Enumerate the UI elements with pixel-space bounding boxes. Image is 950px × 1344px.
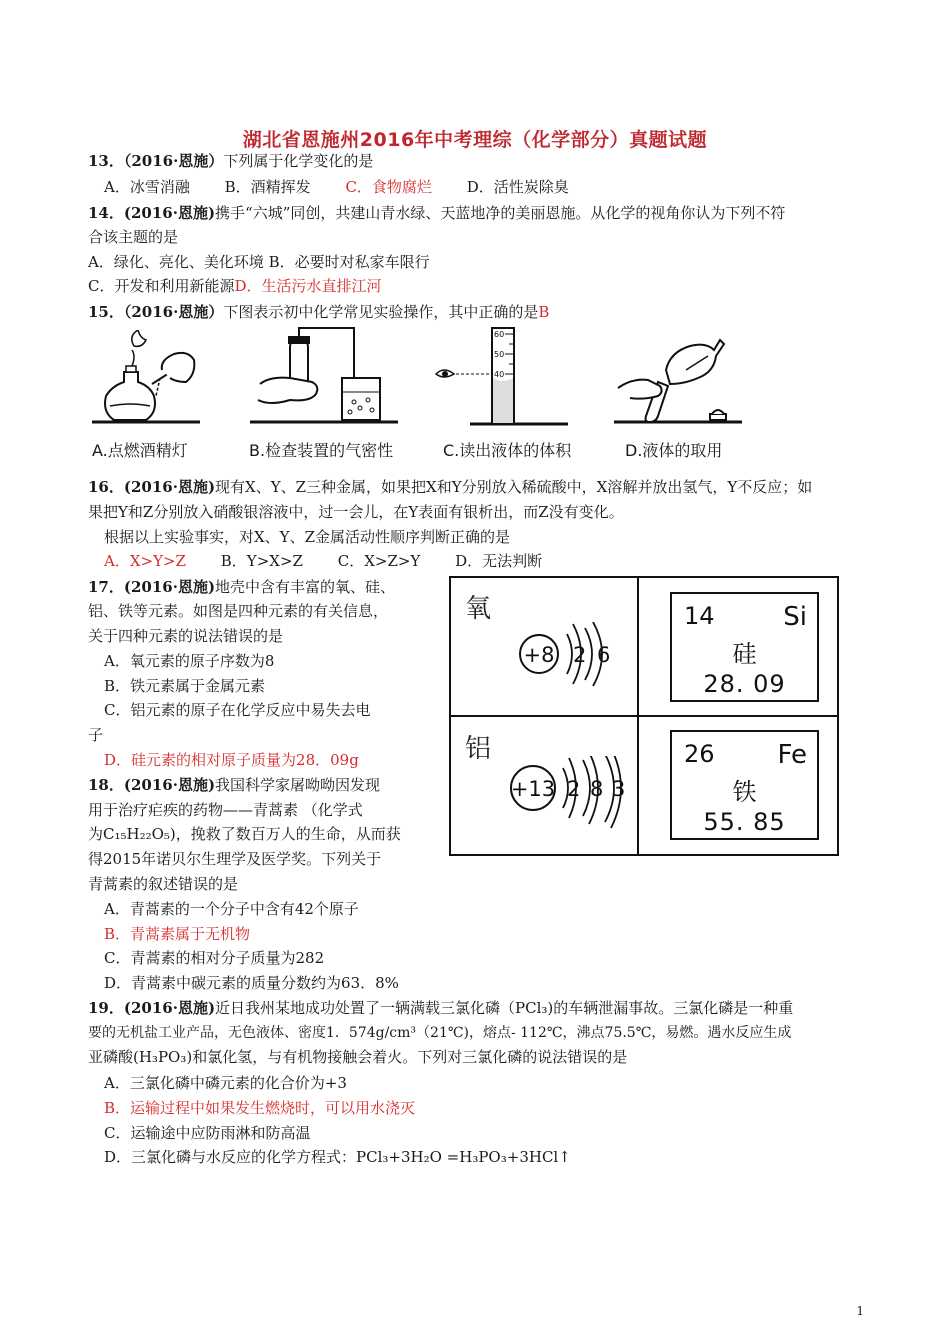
- q13-option-d: D．活性炭除臭: [466, 178, 569, 196]
- q17-text1: 地壳中含有丰富的氧、硅、: [215, 578, 396, 596]
- q13-option-b: B．酒精挥发: [224, 178, 311, 196]
- element-info-figure: [449, 576, 839, 856]
- q15-stem: [88, 302, 549, 322]
- liquid-transfer-figure: [614, 330, 744, 430]
- q15-caption-d: D.液体的取用: [625, 441, 723, 460]
- q19-stem-line2: 要的无机盐工业产品，无色液体、密度1．574g/cm³（21℃)，熔点- 112℃，沸点75.5℃，易燃。遇水反应生成: [88, 1025, 792, 1041]
- q17-stem-line2: 铝、铁等元素。如图是四种元素的有关信息，: [88, 602, 389, 620]
- oxygen-nucleus: +8: [523, 643, 555, 667]
- q17-option-d: D．硅元素的相对原子质量为28．09g: [104, 751, 359, 769]
- oxygen-shell-2: 6: [597, 643, 611, 667]
- table-divider-v: [637, 578, 639, 854]
- aluminum-label: 铝: [465, 734, 492, 764]
- q14-stem-line1: [88, 203, 785, 223]
- q17-option-c-cont: 子: [88, 726, 104, 744]
- q15-head: 15．（2016·恩施）: [88, 303, 224, 321]
- q18-stem-line3: 为C₁₅H₂₂O₅)，挽救了数百万人的生命，从而获: [88, 825, 401, 843]
- q17-head: 17．(2016·恩施): [88, 578, 216, 596]
- q15-caption-c: C.读出液体的体积: [443, 441, 572, 460]
- q19-option-a: A．三氯化磷中磷元素的化合价为+3: [104, 1074, 347, 1092]
- q19-option-b: B．运输过程中如果发生燃烧时，可以用水浇灭: [104, 1099, 416, 1117]
- q13-options: [104, 177, 569, 197]
- iron-cell: [670, 730, 819, 840]
- q19-option-c: C．运输途中应防雨淋和防高温: [104, 1124, 311, 1142]
- q18-text1: 我国科学家屠呦呦因发现: [215, 776, 381, 794]
- q16-option-c: C．X>Z>Y: [337, 552, 421, 570]
- q13-option-a: A．冰雪消融: [104, 178, 190, 196]
- iron-mass: 55. 85: [703, 808, 786, 836]
- q15-caption-a: A.点燃酒精灯: [92, 441, 188, 460]
- q14-option-d: D．生活污水直排江河: [234, 277, 382, 295]
- q13-head: 13．（2016·恩施）: [88, 152, 224, 170]
- oxygen-atom-diagram: [515, 622, 635, 704]
- silicon-symbol: Si: [783, 602, 807, 632]
- q19-option-d: D．三氯化磷与水反应的化学方程式：PCl₃+3H₂O =H₃PO₃+3HCl↑: [104, 1148, 571, 1166]
- q14-text1: 携手“六城”同创，共建山青水绿、天蓝地净的美丽恩施。从化学的视角你认为下列不符: [215, 204, 786, 222]
- q18-head: 18．(2016·恩施): [88, 776, 216, 794]
- aluminum-shell-2: 8: [590, 777, 604, 801]
- q19-head: 19．(2016·恩施): [88, 999, 216, 1017]
- q18-stem-line2: 用于治疗疟疾的药物——青蒿素 （化学式: [88, 801, 363, 819]
- aluminum-shell-3: 3: [612, 777, 626, 801]
- alcohol-lamp-figure: [92, 330, 202, 430]
- q18-option-d: D．青蒿素中碳元素的质量分数约为63．8%: [104, 974, 399, 992]
- q16-option-a: A．X>Y>Z: [104, 552, 186, 570]
- q15-text: 下图表示初中化学常见实验操作，其中正确的是: [223, 303, 539, 321]
- oxygen-shell-1: 2: [573, 643, 587, 667]
- table-divider-h: [451, 715, 837, 717]
- q16-stem-line2: 果把Y和Z分别放入硝酸银溶液中，过一会儿，在Y表面有银析出，而Z没有变化。: [88, 503, 624, 521]
- q18-option-b: B．青蒿素属于无机物: [104, 925, 251, 943]
- iron-symbol: Fe: [777, 740, 807, 770]
- scale-label-40: 40: [494, 370, 505, 379]
- q16-stem-line3: 根据以上实验事实，对X、Y、Z金属活动性顺序判断正确的是: [104, 528, 511, 546]
- q13-stem: [88, 151, 373, 171]
- q18-option-a: A．青蒿素的一个分子中含有42个原子: [104, 900, 359, 918]
- q18-stem-line1: [88, 775, 380, 795]
- scale-label-60: 60: [494, 330, 505, 339]
- aluminum-shell-1: 2: [567, 777, 581, 801]
- q18-option-c: C．青蒿素的相对分子质量为282: [104, 949, 325, 967]
- q17-option-a: A．氧元素的原子序数为8: [104, 652, 275, 670]
- silicon-mass: 28. 09: [703, 670, 786, 698]
- q17-option-c: C．铝元素的原子在化学反应中易失去电: [104, 701, 371, 719]
- q16-text1: 现有X、Y、Z三种金属，如果把X和Y分别放入稀硫酸中，X溶解并放出氢气，Y不反应；如: [215, 478, 813, 496]
- q18-stem-line5: 青蒿素的叙述错误的是: [88, 875, 239, 893]
- iron-number: 26: [684, 740, 715, 768]
- q17-option-b: B．铁元素属于金属元素: [104, 677, 266, 695]
- q14-stem-line2: 合该主题的是: [88, 228, 179, 246]
- aluminum-nucleus: +13: [510, 777, 556, 801]
- q16-head: 16．(2016·恩施): [88, 478, 216, 496]
- q19-stem-line1: [88, 998, 793, 1018]
- silicon-number: 14: [684, 602, 715, 630]
- q17-stem-line1: [88, 577, 395, 597]
- q18-stem-line4: 得2015年诺贝尔生理学及医学奖。下列关于: [88, 850, 382, 868]
- q19-stem-line3: 亚磷酸(H₃PO₃)和氯化氢，与有机物接触会着火。下列对三氯化磷的说法错误的是: [88, 1048, 628, 1066]
- q16-option-d: D．无法判断: [455, 552, 543, 570]
- airtightness-figure: [250, 326, 400, 432]
- q14-options-ab: A．绿化、亮化、美化环境 B．必要时对私家车限行: [88, 253, 430, 271]
- q16-options: [104, 551, 542, 571]
- q16-stem-line1: [88, 477, 812, 497]
- q15-caption-b: B.检查装置的气密性: [249, 441, 394, 460]
- q14-option-c: C．开发和利用新能源: [88, 277, 235, 295]
- graduated-cylinder-figure: [430, 326, 570, 432]
- q15-answer: B: [538, 303, 550, 321]
- aluminum-atom-diagram: [507, 756, 633, 844]
- silicon-cell: [670, 592, 819, 702]
- page-number: 1: [856, 1304, 864, 1318]
- q14-head: 14．(2016·恩施): [88, 204, 216, 222]
- page-title: 湖北省恩施州2016年中考理综（化学部分）真题试题: [242, 129, 708, 151]
- q14-options-cd: [88, 276, 382, 296]
- scale-label-50: 50: [494, 350, 505, 359]
- silicon-name: 硅: [732, 640, 757, 668]
- q19-text1: 近日我州某地成功处置了一辆满载三氯化磷（PCl₃)的车辆泄漏事故。三氯化磷是一种重: [215, 999, 794, 1017]
- q13-option-c: C．食物腐烂: [345, 178, 432, 196]
- q13-text: 下列属于化学变化的是: [223, 152, 374, 170]
- q16-option-b: B．Y>X>Z: [220, 552, 303, 570]
- oxygen-label: 氧: [465, 594, 492, 624]
- q17-stem-line3: 关于四种元素的说法错误的是: [88, 627, 284, 645]
- iron-name: 铁: [732, 778, 757, 806]
